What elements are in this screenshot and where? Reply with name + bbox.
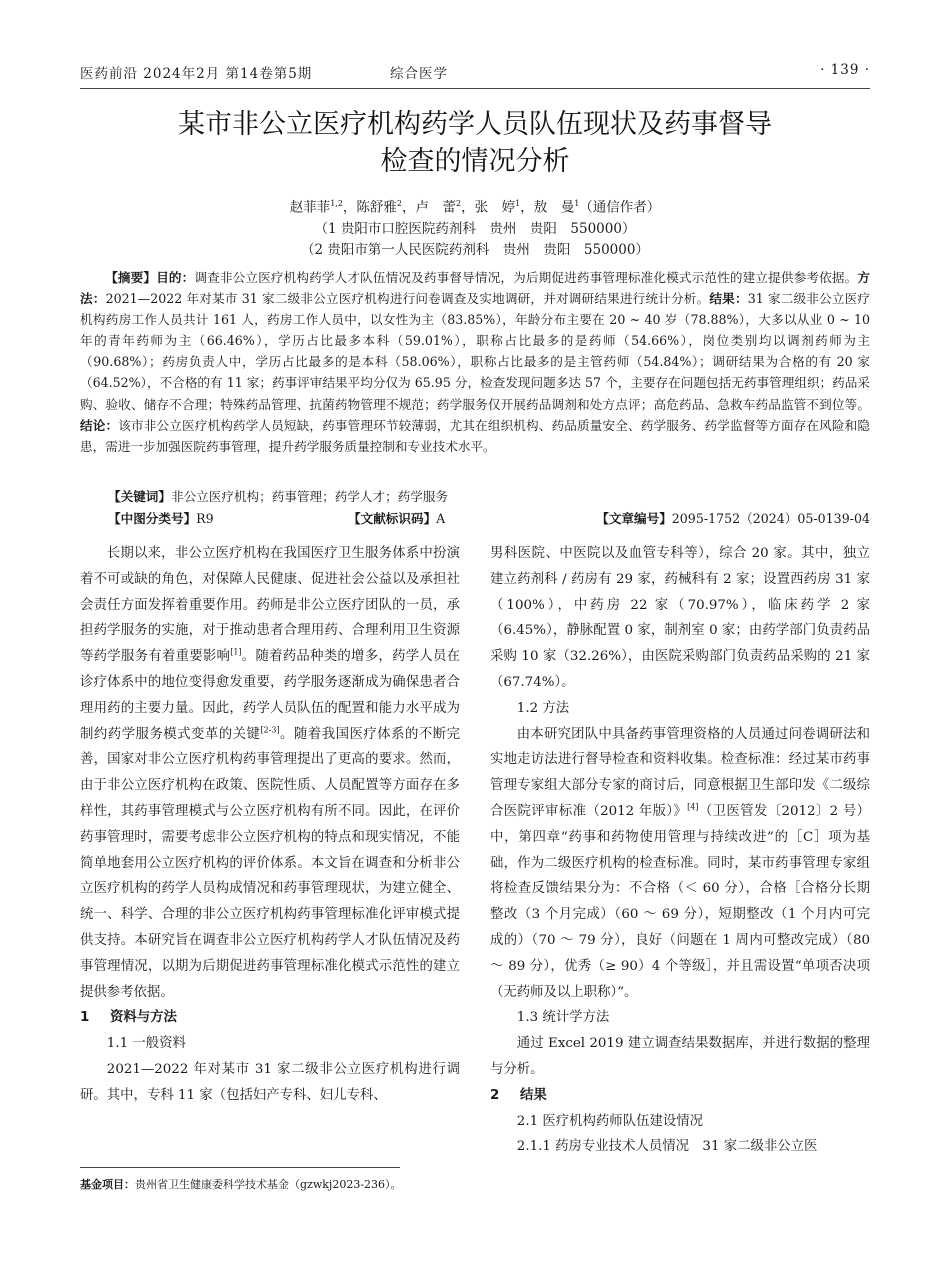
doc-code-value: A bbox=[436, 511, 446, 526]
author-affil-sup: 1 bbox=[515, 199, 521, 208]
article-number bbox=[596, 508, 870, 527]
method-text: 由本研究团队中具备药事管理资格的人员通过问卷调研法和实地走访法进行督导检查和资料收集。检查标准：经过某市药事管理专家组大部分专家的商讨后，同意根据卫生部印发《二级综合医院评审标准（2012 年版）》 bbox=[490, 726, 870, 819]
paragraph: 通过 Excel 2019 建立调查结果数据库，并进行数据的整理与分析。 bbox=[490, 1036, 870, 1077]
header-rule bbox=[80, 88, 870, 89]
subsection-heading: 2.1 医疗机构药师队伍建设情况 bbox=[516, 1113, 704, 1129]
intro-text: 。随着药品种类的增多，药学人员在诊疗体系中的地位变得愈发重要，药学服务逐渐成为确保患者合理用药的主要力量。因此，药学人员队伍的配置和能力水平成为制约药学服务模式变革的关键 bbox=[80, 649, 461, 742]
author-name: 陈舒雅 bbox=[356, 199, 397, 216]
running-header bbox=[80, 62, 870, 84]
method-text: （卫医管发〔2012〕2 号）中，第四章“药事和药物使用管理与持续改进”的［C］项为基础，作为二级医疗机构的检查标准。同时，某市药事管理专家组将检查反馈结果分为：不合格（＜ 60 分），合格［合格分长期整改（3 个月完成）（60 ～ 69 分），短期整改（1 个月内可完成的）（70 ～ 79 分），良好（问题在 1 周内可整改完成）（80 ～ 89 分），优秀（≥ 90）4 个等级］，并且需设置“单项否决项（无药师及以上职称）”。 bbox=[490, 803, 870, 1000]
subsection-heading: 1.1 一般资料 bbox=[106, 1036, 186, 1052]
page-number: · 139 · bbox=[820, 62, 870, 78]
title-line-1: 某市非公立医疗机构药学人员队伍现状及药事督导 bbox=[178, 109, 772, 140]
citation: [4] bbox=[687, 802, 699, 812]
results-label: 结果： bbox=[709, 291, 748, 307]
author-name: 敖 曼 bbox=[533, 199, 575, 216]
doc-code-label: 【文献标识码】 bbox=[348, 511, 437, 526]
conclusion-label: 结论： bbox=[80, 417, 119, 433]
footnote-rule bbox=[80, 1167, 400, 1168]
document-code bbox=[348, 508, 445, 527]
affiliation-2: （2 贵阳市第一人民医院药剂科 贵州 贵阳 550000） bbox=[301, 241, 649, 258]
author-affil-sup: 2 bbox=[456, 199, 462, 208]
methods-label: 方法： bbox=[80, 270, 871, 307]
section-name: 综合医学 bbox=[390, 66, 448, 82]
section-heading bbox=[490, 1083, 870, 1109]
left-column bbox=[80, 541, 460, 1109]
intro-paragraph bbox=[80, 541, 460, 1005]
citation: [1] bbox=[230, 647, 242, 657]
author-name: 张 婷 bbox=[474, 199, 516, 216]
section-title: 资料与方法 bbox=[110, 1010, 177, 1026]
citation: [2-3] bbox=[260, 725, 280, 735]
keywords-text: 非公立医疗机构；药事管理；药学人才；药学服务 bbox=[170, 489, 449, 504]
article-number-label: 【文章编号】 bbox=[596, 511, 672, 526]
abstract-label: 【摘要】 bbox=[105, 270, 157, 285]
keywords-label: 【关键词】 bbox=[108, 489, 171, 504]
section-title: 结果 bbox=[520, 1087, 547, 1103]
clc-number bbox=[108, 508, 214, 527]
abstract-results: 31 家二级非公立医疗机构药房工作人员共计 161 人，药房工作人员中，以女性为主（83.85%），年龄分布主要在 20 ~ 40 岁（78.88%），大多以从业 0 ~ 10 年的青年药师为主（66.46%），学历占比最多本科（59.01%），职称占比最多的是药师（54.66%），岗位类别均以调剂药师为主（90.68%）；药房负责人中，学历占比最多的是本科（58.06%），职称占比最多的是主管药师（54.84%）；调研结果为合格的有 20 家（64.52%），不合格的有 11 家；药事评审结果平均分仅为 65.95 分，检查发现问题多达 57 个，主要存在问题包括无药事管理组织；药品采购、验收、储存不合理；特殊药品管理、抗菌药物管理不规范；药学服务仅开展药品调剂和处方点评；高危药品、急救车药品监管不到位等。 bbox=[80, 291, 871, 412]
subsection-heading: 1.3 统计学方法 bbox=[516, 1010, 610, 1026]
article-number-value: 2095-1752（2024）05-0139-04 bbox=[671, 511, 870, 526]
author-affil-sup: 1,2 bbox=[330, 199, 343, 208]
article-title bbox=[80, 106, 870, 180]
paragraph bbox=[490, 722, 870, 1006]
section-number: 1 bbox=[80, 1010, 90, 1026]
clc-value: R9 bbox=[196, 511, 214, 526]
right-column bbox=[490, 541, 870, 1160]
journal-info: 医药前沿 2024年2月 第14卷第5期 bbox=[80, 66, 313, 82]
author-affil-sup: 1 bbox=[574, 199, 580, 208]
corresponding-mark: （通信作者） bbox=[579, 199, 661, 216]
author-block bbox=[80, 193, 870, 261]
section-number: 2 bbox=[490, 1087, 500, 1103]
author-list: 赵菲菲$^{1,2}$，陈舒雅$^2$，卢 蕾$^2$，张 婷$^1$，敖 曼$^1$（通信作者） bbox=[289, 199, 661, 216]
abstract-conclusion: 该市非公立医疗机构药学人员短缺，药事管理环节较薄弱，尤其在组织机构、药品质量安全、药学服务、药学监督等方面存在风险和隐患，需进一步加强医院药事管理，提升药学服务质量控制和专业技术水平。 bbox=[80, 417, 871, 454]
funding-text: 贵州省卫生健康委科学技术基金（gzwkj2023-236）。 bbox=[135, 1178, 402, 1191]
intro-text: 长期以来，非公立医疗机构在我国医疗卫生服务体系中扮演着不可或缺的角色，对保障人民健康、促进社会公益以及承担社会责任方面发挥着重要作用。药师是非公立医疗团队的一员，承担药学服务的实施，对于推动患者合理用药、合理利用卫生资源等药学服务有着重要影响 bbox=[80, 546, 460, 665]
author-name: 卢 蕾 bbox=[415, 199, 457, 216]
keywords bbox=[108, 486, 448, 505]
abstract bbox=[80, 267, 870, 457]
subsection-heading: 2.1.1 药房专业技术人员情况 31 家二级非公立医 bbox=[516, 1139, 818, 1155]
abstract-objective: 调查非公立医疗机构药学人才队伍情况及药事督导情况，为后期促进药事管理标准化模式示范性的建立提供参考依据。 bbox=[194, 270, 858, 285]
section-heading bbox=[80, 1005, 460, 1031]
paragraph: 男科医院、中医院以及血管专科等），综合 20 家。其中，独立建立药剂科 / 药房有 29 家，药械科有 2 家；设置西药房 31 家（100%），中药房 22 家（70.97%），临床药学 2 家（6.45%），静脉配置 0 家，制剂室 0 家；由药学部门负责药品采购 10 家（32.26%），由医院采购部门负责药品采购的 21 家（67.74%）。 bbox=[490, 546, 870, 690]
affiliation-1: （1 贵阳市口腔医院药剂科 贵州 贵阳 550000） bbox=[314, 220, 636, 237]
author-affil-sup: 2 bbox=[396, 199, 403, 208]
funding-footnote bbox=[80, 1176, 402, 1192]
author-name: 赵菲菲 bbox=[289, 199, 331, 216]
funding-label: 基金项目： bbox=[80, 1178, 135, 1191]
subsection-heading: 1.2 方法 bbox=[516, 700, 570, 716]
title-line-2: 检查的情况分析 bbox=[380, 146, 570, 177]
clc-label: 【中图分类号】 bbox=[108, 511, 197, 526]
objective-label: 目的： bbox=[156, 270, 195, 285]
intro-text: 。随着我国医疗体系的不断完善，国家对非公立医疗机构药事管理提出了更高的要求。然而，由于非公立医疗机构在政策、医院性质、人员配置等方面存在多样性，其药事管理模式与公立医疗机构有所不同。因此，在评价药事管理时，需要考虑非公立医疗机构的特点和现实情况，不能简单地套用公立医疗机构的评价体系。本文旨在调查和分析非公立医疗机构的药学人员构成情况和药事管理现状，为建立健全、统一、科学、合理的非公立医疗机构药事管理标准化评审模式提供支持。本研究旨在调查非公立医疗机构药学人才队伍情况及药事管理情况，以期为后期促进药事管理标准化模式示范性的建立提供参考依据。 bbox=[80, 726, 460, 1000]
abstract-methods: 2021—2022 年对某市 31 家二级非公立医疗机构进行问卷调查及实地调研，并对调研结果进行统计分析。 bbox=[105, 291, 710, 307]
paragraph: 2021—2022 年对某市 31 家二级非公立医疗机构进行调研。其中，专科 11 家（包括妇产专科、妇儿专科、 bbox=[80, 1061, 460, 1103]
